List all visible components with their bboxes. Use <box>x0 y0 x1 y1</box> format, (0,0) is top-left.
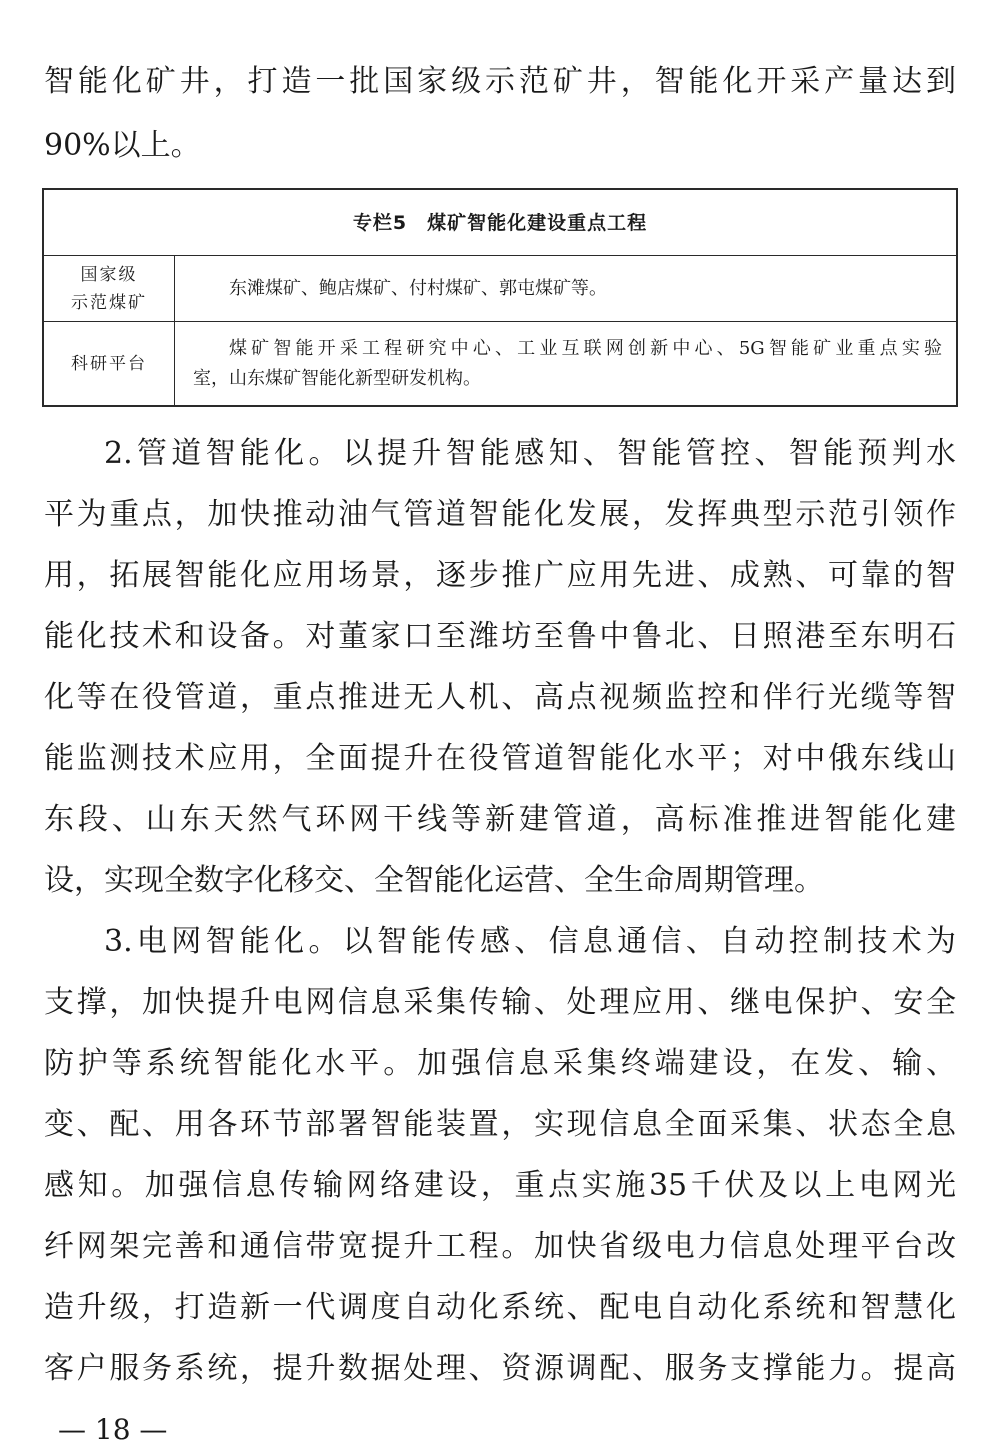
row-content-line: 东滩煤矿、鲍店煤矿、付村煤矿、郭屯煤矿等。 <box>229 277 607 299</box>
paragraph-line: 支撑，加快提升电网信息采集传输、处理应用、继电保护、安全 <box>44 985 956 1020</box>
table-row <box>44 256 956 322</box>
paragraph-line: 客户服务系统，提升数据处理、资源调配、服务支撑能力。提高 <box>44 1351 956 1386</box>
row-label-line: 国家级 <box>80 264 138 285</box>
row-content-line: 煤矿智能开采工程研究中心、工业互联网创新中心、5G智能矿业重点实验 <box>229 337 942 359</box>
feature-box-table <box>42 188 958 407</box>
paragraph-line: 化等在役管道，重点推进无人机、高点视频监控和伴行光缆等智 <box>44 680 956 715</box>
paragraph-line: 纤网架完善和通信带宽提升工程。加快省级电力信息处理平台改 <box>44 1229 956 1264</box>
paragraph-line: 90%以上。 <box>44 128 201 163</box>
table-row <box>44 322 956 405</box>
feature-box-title: 专栏5 煤矿智能化建设重点工程 <box>44 190 956 256</box>
paragraph-line: 防护等系统智能化水平。加强信息采集终端建设，在发、输、 <box>44 1046 956 1081</box>
paragraph-line: 设，实现全数字化移交、全智能化运营、全生命周期管理。 <box>44 863 824 898</box>
paragraph-line: 3.电网智能化。以智能传感、信息通信、自动控制技术为 <box>104 924 956 959</box>
paragraph-line: 平为重点，加快推动油气管道智能化发展，发挥典型示范引领作 <box>44 497 956 532</box>
row-label-cell <box>44 322 175 405</box>
paragraph-line: 能化技术和设备。对董家口至潍坊至鲁中鲁北、日照港至东明石 <box>44 619 956 654</box>
paragraph-line: 感知。加强信息传输网络建设，重点实施35千伏及以上电网光 <box>44 1168 956 1203</box>
row-content-cell <box>175 322 956 405</box>
row-label-line: 科研平台 <box>71 353 147 374</box>
paragraph-line: 变、配、用各环节部署智能装置，实现信息全面采集、状态全息 <box>44 1107 956 1142</box>
row-content-line: 室，山东煤矿智能化新型研发机构。 <box>193 367 481 389</box>
paragraph-line: 造升级，打造新一代调度自动化系统、配电自动化系统和智慧化 <box>44 1290 956 1325</box>
row-label-cell <box>44 256 175 321</box>
paragraph-line: 用，拓展智能化应用场景，逐步推广应用先进、成熟、可靠的智 <box>44 558 956 593</box>
row-label-line: 示范煤矿 <box>71 292 147 313</box>
paragraph-line: 2.管道智能化。以提升智能感知、智能管控、智能预判水 <box>104 436 956 471</box>
paragraph-line: 能监测技术应用，全面提升在役管道智能化水平；对中俄东线山 <box>44 741 956 776</box>
paragraph-line: 智能化矿井，打造一批国家级示范矿井，智能化开采产量达到 <box>44 64 956 99</box>
row-content-cell <box>175 256 956 321</box>
paragraph-line: 东段、山东天然气环网干线等新建管道，高标准推进智能化建 <box>44 802 956 837</box>
page-number: — 18 — <box>58 1413 168 1446</box>
